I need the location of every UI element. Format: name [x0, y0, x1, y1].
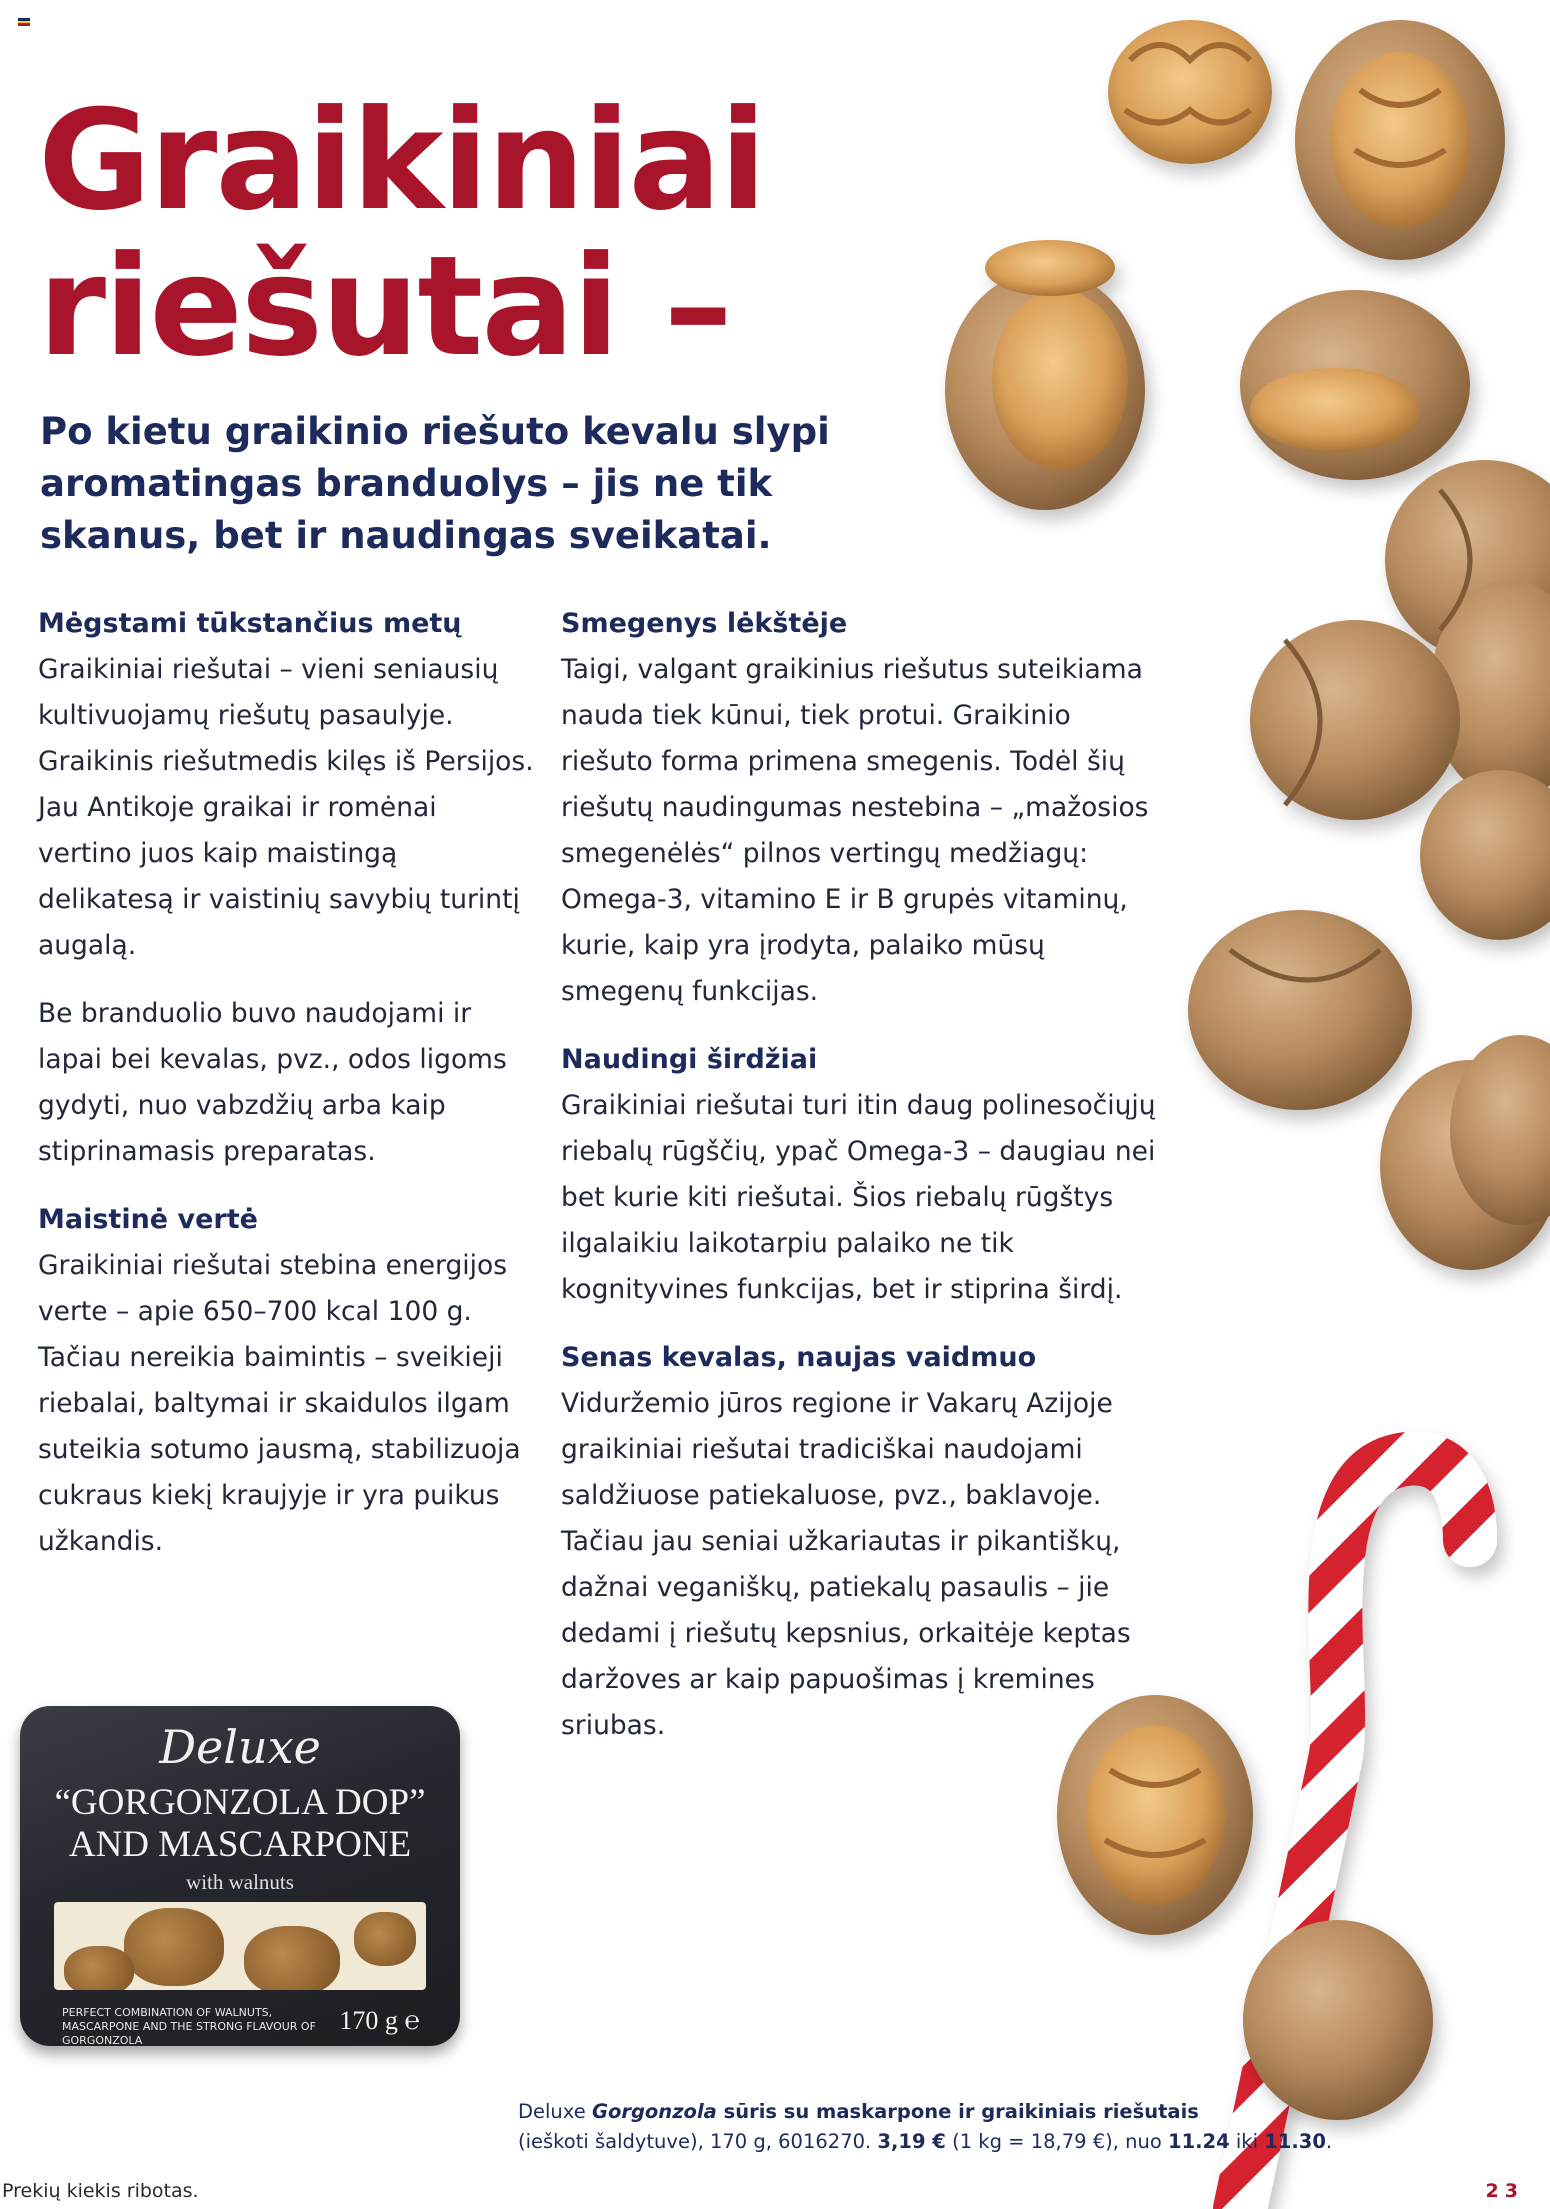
- section-heading: Naudingi širdžiai: [561, 1044, 818, 1075]
- section-heading: Mėgstami tūkstančius metų: [38, 608, 462, 639]
- cheese-window: [54, 1902, 426, 1990]
- product-subname: with walnuts: [186, 1870, 294, 1894]
- caption-date-end: .: [1325, 2130, 1333, 2153]
- caption-unit-price: (1 kg = 18,79 €), nuo: [945, 2130, 1168, 2153]
- section-paragraph: Graikiniai riešutai stebina energijos verte – apie 650–700 kcal 100 g. Tačiau nereikia baimintis – sveikieji riebalai, baltymai ir skaidulos ilgam suteikia sotumo jausmą, stabilizuoja cukraus kiekį kraujyje ir yra puikus užkandis.: [38, 1250, 521, 1557]
- product-pack-image: [20, 1706, 460, 2046]
- caption-date-to: 11.30: [1264, 2130, 1326, 2153]
- walnut-piece: [64, 1946, 134, 1990]
- walnut-open-1: [1295, 20, 1505, 260]
- subtitle: Po kietu graikinio riešuto kevalu slypi aromatingas branduolys – jis ne tik skanus, bet ir naudingas sveikatai.: [40, 410, 830, 557]
- title-line-1: Graikiniai: [38, 80, 765, 241]
- caption-details: (ieškoti šaldytuve), 170 g, 6016270.: [518, 2130, 878, 2153]
- caption-price: 3,19 €: [877, 2130, 946, 2153]
- corner-flag-icon: [18, 18, 30, 26]
- section-paragraph: Viduržemio jūros regione ir Vakarų Azijoje graikiniai riešutai tradiciškai naudojami saldžiuose patiekaluose, pvz., baklavoje. Tačiau jau seniai užkariautas ir pikantiškų, dažnai veganiškų, patiekalų pasaulis – jie dedami į riešutų kepsnius, orkaitėje keptas daržoves ar kaip papuošimas į kremines sriubas.: [561, 1388, 1131, 1741]
- section-heading: Senas kevalas, naujas vaidmuo: [561, 1342, 1037, 1373]
- walnut-piece: [124, 1908, 224, 1986]
- walnut-piece: [354, 1912, 416, 1966]
- section-heading: Maistinė vertė: [38, 1204, 258, 1235]
- page-number: 23: [1485, 2180, 1524, 2202]
- brand-logo: Deluxe: [159, 1720, 321, 1774]
- product-caption: [518, 2097, 1418, 2157]
- left-column: [38, 601, 538, 1587]
- walnut-open-3: [1240, 290, 1470, 480]
- product-name-line-1: “GORGONZOLA DOP”: [54, 1782, 426, 1823]
- title-line-2: riešutai –: [38, 226, 731, 387]
- caption-product-italic: Gorgonzola: [591, 2100, 717, 2123]
- caption-product-rest: sūris su maskarpone ir graikiniais riešutais: [716, 2100, 1199, 2123]
- caption-brand: Deluxe: [518, 2100, 592, 2123]
- product-name-line-2: AND MASCARPONE: [68, 1824, 412, 1865]
- walnut-kernel-top: [1108, 20, 1272, 164]
- page-title: [38, 80, 798, 387]
- pack-small-print: PERFECT COMBINATION OF WALNUTS, MASCARPONE AND THE STRONG FLAVOUR OF GORGONZOLA: [62, 2006, 316, 2046]
- pack-weight: 170 g ℮: [339, 2006, 420, 2035]
- section-paragraph: Graikiniai riešutai turi itin daug polinesočiųjų riebalų rūgščių, ypač Omega-3 – daugiau nei bet kurie kiti riešutai. Šios riebalų rūgštys ilgalaikiu laikotarpiu palaiko ne tik kognityvines funkcijas, bet ir stiprina širdį.: [561, 1090, 1156, 1305]
- walnut-whole-group: [1188, 460, 1550, 1270]
- walnut-open-2: [945, 240, 1145, 510]
- product-name: [20, 1782, 460, 1866]
- right-column: [561, 601, 1161, 1771]
- caption-date-from: 11.24: [1168, 2130, 1230, 2153]
- section-heading: Smegenys lėkštėje: [561, 608, 848, 639]
- footer-note: Prekių kiekis ribotas.: [2, 2180, 199, 2202]
- section-paragraph: Taigi, valgant graikinius riešutus suteikiama nauda tiek kūnui, tiek protui. Graikinio riešuto forma primena smegenis. Todėl šių riešutų naudingumas nestebina – „mažosios smegenėlės“ pilnos vertingų medžiagų: Omega-3, vitamino E ir B grupės vitaminų, kurie, kaip yra įrodyta, palaiko mūsų smegenų funkcijas.: [561, 654, 1149, 1007]
- walnut-piece: [244, 1926, 340, 1990]
- section-paragraph: Be branduolio buvo naudojami ir lapai bei kevalas, pvz., odos ligoms gydyti, nuo vabzdžių arba kaip stiprinamasis preparatas.: [38, 998, 507, 1167]
- caption-date-sep: iki: [1229, 2130, 1265, 2153]
- walnut-whole-bottom: [1243, 1920, 1433, 2120]
- section-paragraph: Graikiniai riešutai – vieni seniausių kultivuojamų riešutų pasaulyje. Graikinis riešutmedis kilęs iš Persijos. Jau Antikoje graikai ir romėnai vertino juos kaip maistingą delikatesą ir vaistinių savybių turintį augalą.: [38, 654, 534, 961]
